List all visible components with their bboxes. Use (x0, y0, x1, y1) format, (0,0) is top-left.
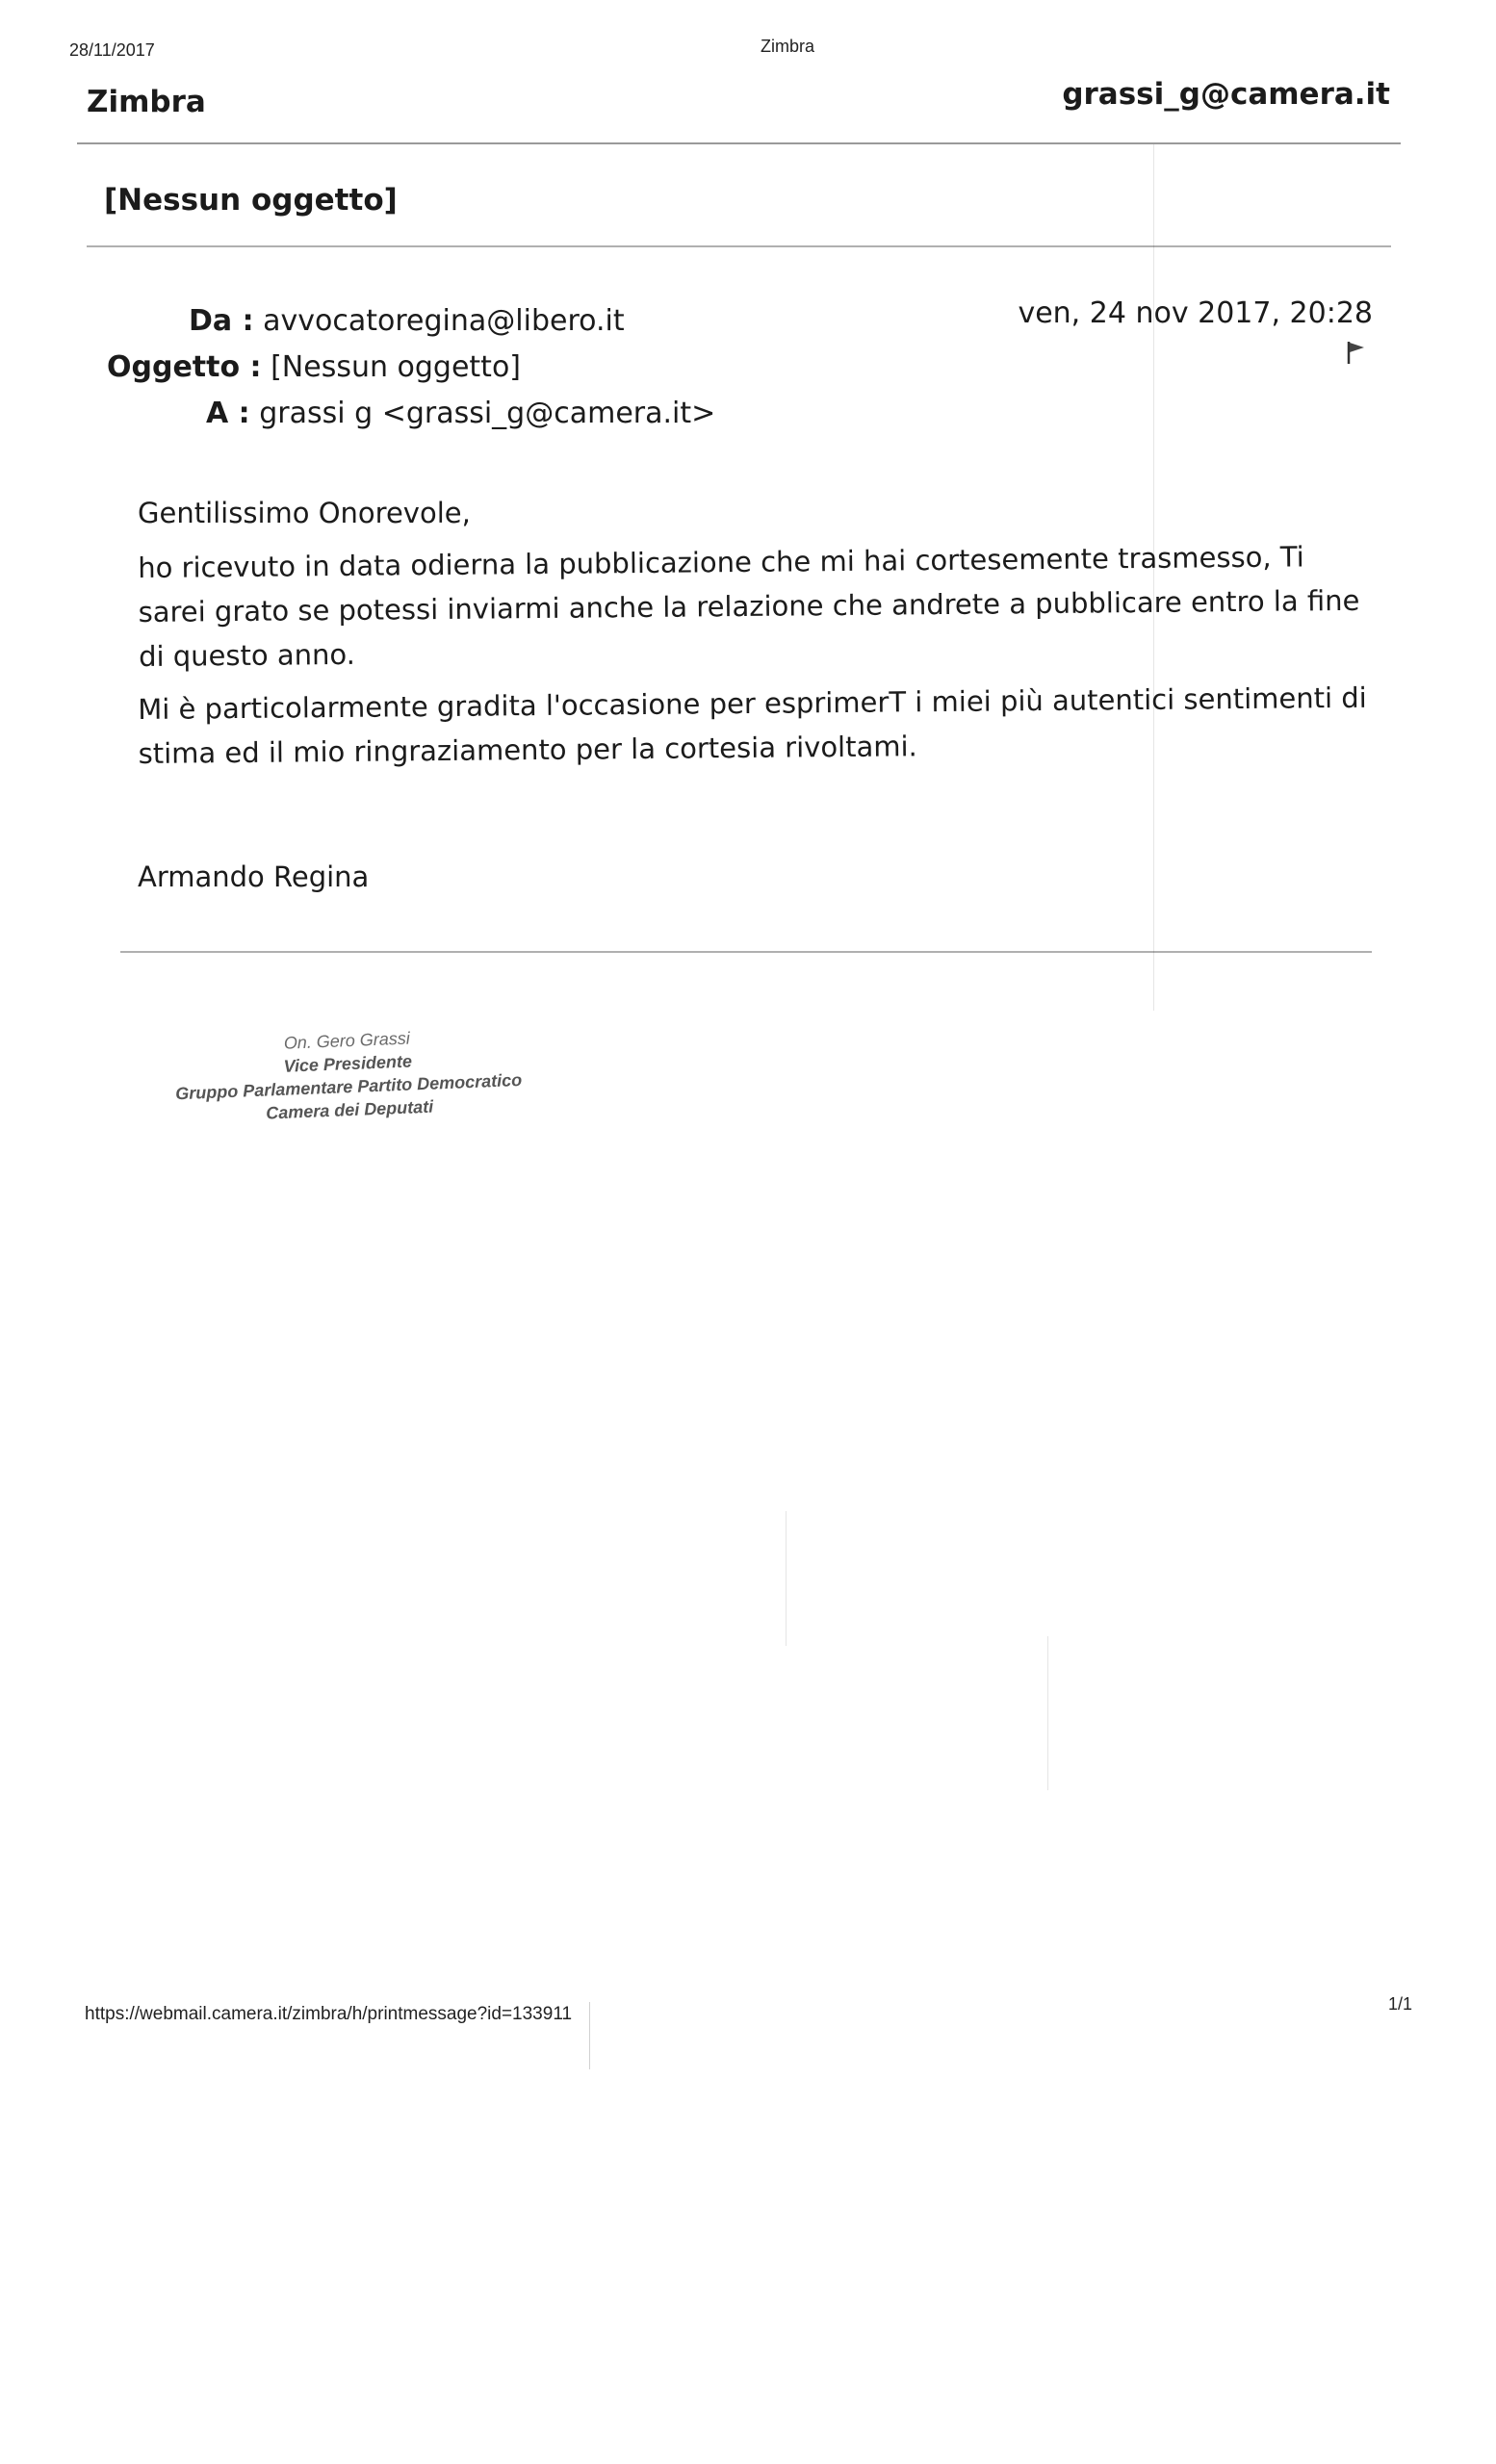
scan-fold-line (786, 1511, 787, 1646)
scan-fold-line (589, 2002, 590, 2069)
subject-divider (87, 245, 1391, 247)
from-value: avvocatoregina@libero.it (263, 304, 625, 338)
to-row (206, 397, 715, 430)
stamp-line-group: Gruppo Parlamentare Partito Democratico (174, 1069, 523, 1104)
office-stamp (135, 1020, 561, 1130)
stamp-line-role: Vice Presidente (283, 1051, 413, 1076)
subject-label: Oggetto : (107, 350, 262, 384)
scan-fold-line (1153, 144, 1154, 1011)
flag-icon (1346, 340, 1367, 365)
subject-value: [Nessun oggetto] (271, 350, 522, 384)
body-greeting: Gentilissimo Onorevole, (138, 497, 471, 529)
print-title: Zimbra (761, 37, 815, 56)
subject-row (107, 350, 521, 384)
body-paragraph-2: Mi è particolarmente gradita l'occasione per esprimerT i miei più autentici sentimenti di stima ed il mio ringraziamento per la cortesia rivoltami. (138, 680, 1367, 770)
print-date: 28/11/2017 (69, 40, 155, 60)
message-date: ven, 24 nov 2017, 20:28 (1018, 296, 1373, 330)
to-label: A : (206, 397, 250, 430)
account-address: grassi_g@camera.it (1062, 77, 1390, 112)
to-value: grassi g <grassi_g@camera.it> (259, 397, 716, 430)
app-brand: Zimbra (87, 85, 206, 119)
body-divider (120, 951, 1372, 953)
page-number: 1/1 (1388, 1994, 1413, 2014)
header-divider (77, 142, 1401, 144)
body-paragraph-1: ho ricevuto in data odierna la pubblicazione che mi hai cortesemente trasmesso, Ti sarei grato se potessi inviarmi anche la relazione che andrete a pubblicare entro la fine di questo anno. (138, 540, 1360, 673)
body-signature: Armando Regina (138, 860, 370, 893)
stamp-line-name: On. Gero Grassi (283, 1028, 411, 1053)
from-label: Da : (189, 304, 254, 338)
stamp-line-chamber: Camera dei Deputati (265, 1096, 434, 1123)
print-url: https://webmail.camera.it/zimbra/h/printmessage?id=133911 (85, 2004, 573, 2024)
message-subject-title: [Nessun oggetto] (104, 183, 398, 218)
scan-fold-line (1047, 1636, 1048, 1790)
from-row (189, 304, 625, 338)
